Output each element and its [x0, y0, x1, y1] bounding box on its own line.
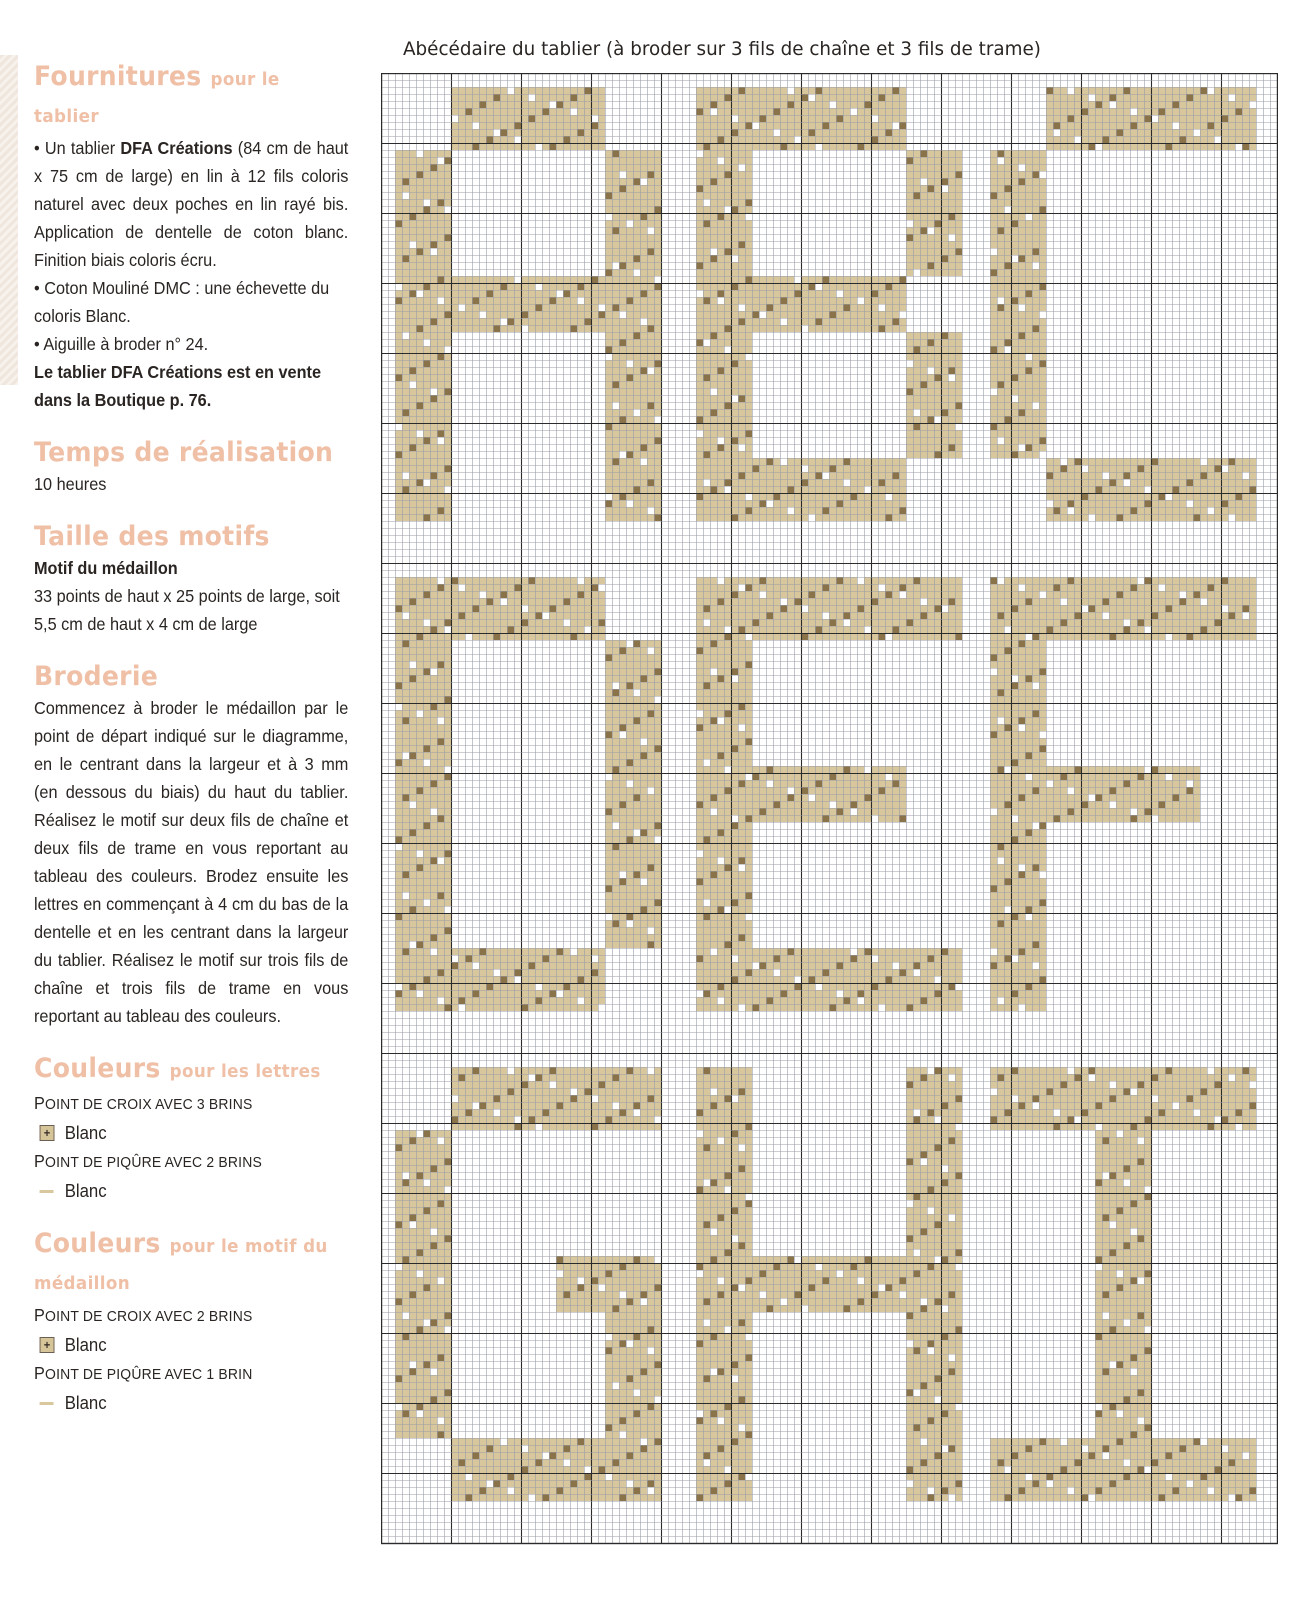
embroidery-instructions: Commencez à broder le médaillon par le point de départ indiqué sur le diagramme, en le centrant dans la largeur et à 3 mm (en dessous du biais) du haut du tablier. Réalisez le motif sur deux fils de chaîne et deux fils de trame en vous reportant au tableau des couleurs. Brodez ensuite les lettres en commençant à 4 cm du bas de la dentelle et en les centrant dans la largeur du tablier. Réalisez le motif sur trois fils de chaîne et trois fils de trame en vous reportant au tableau des couleurs. — [34, 698, 349, 1026]
section-title-taille: Taille des motifs — [34, 521, 270, 552]
backstitch-line-icon — [40, 1402, 54, 1405]
section-title-temps: Temps de réalisation — [34, 437, 334, 468]
alphabet-grid — [381, 73, 1278, 1545]
cross-stitch-symbol-icon: + — [40, 1125, 55, 1141]
backstitch-line-icon — [40, 1190, 54, 1193]
size-value: 33 points de haut x 25 points de large, soit 5,5 cm de haut x 4 cm de large — [34, 586, 340, 634]
section-title-suffix: pour les lettres — [169, 1061, 321, 1082]
section-title-broderie: Broderie — [34, 661, 159, 692]
legend-backstitch-row: Blanc — [34, 1389, 348, 1417]
chart-title: Abécédaire du tablier (à broder sur 3 fils de chaîne et 3 fils de trame) — [403, 38, 1041, 60]
section-title-couleurs-lettres: Couleurs pour les lettres — [34, 1053, 321, 1084]
legend-cross-stitch-row: + Blanc — [34, 1331, 348, 1359]
sale-note: Le tablier DFA Créations est en vente dans la Boutique p. 76. — [34, 362, 322, 410]
legend-cross-stitch-label: POINT DE CROIX AVEC 2 BRINS — [34, 1305, 253, 1325]
time-value: 10 heures — [34, 474, 107, 494]
legend-cross-stitch-label: POINT DE CROIX AVEC 3 BRINS — [34, 1093, 253, 1113]
supply-item-thread: • Coton Mouliné DMC : une échevette du coloris Blanc. — [34, 278, 330, 326]
legend-cross-stitch-row: + Blanc — [34, 1119, 348, 1147]
size-subtitle: Motif du médaillon — [34, 558, 178, 578]
cross-stitch-symbol-icon: + — [40, 1337, 55, 1353]
sidebar — [34, 60, 348, 1417]
cross-stitch-chart — [381, 73, 1278, 1545]
legend-backstitch-row: Blanc — [34, 1177, 348, 1205]
supply-item-needle: • Aiguille à broder n° 24. — [34, 334, 209, 354]
legend-backstitch-label: POINT DE PIQÛRE AVEC 2 BRINS — [34, 1151, 262, 1171]
legend-backstitch-label: POINT DE PIQÛRE AVEC 1 BRIN — [34, 1363, 253, 1383]
section-title-couleurs-medaillon: Couleurs pour le motif du médaillon — [34, 1228, 328, 1294]
supply-item-apron: • Un tablier DFA Créations (84 cm de haut x 75 cm de large) en lin à 12 fils coloris naturel avec deux poches en lin rayé bis. Application de dentelle de coton blanc. Finition biais coloris écru. — [34, 138, 349, 270]
page-edge-decoration — [0, 55, 18, 385]
section-title-suffix: pour le tablier — [34, 69, 280, 127]
section-title-suffix: pour le motif du médaillon — [34, 1236, 328, 1294]
section-title-fournitures: Fournitures pour le tablier — [34, 61, 280, 127]
